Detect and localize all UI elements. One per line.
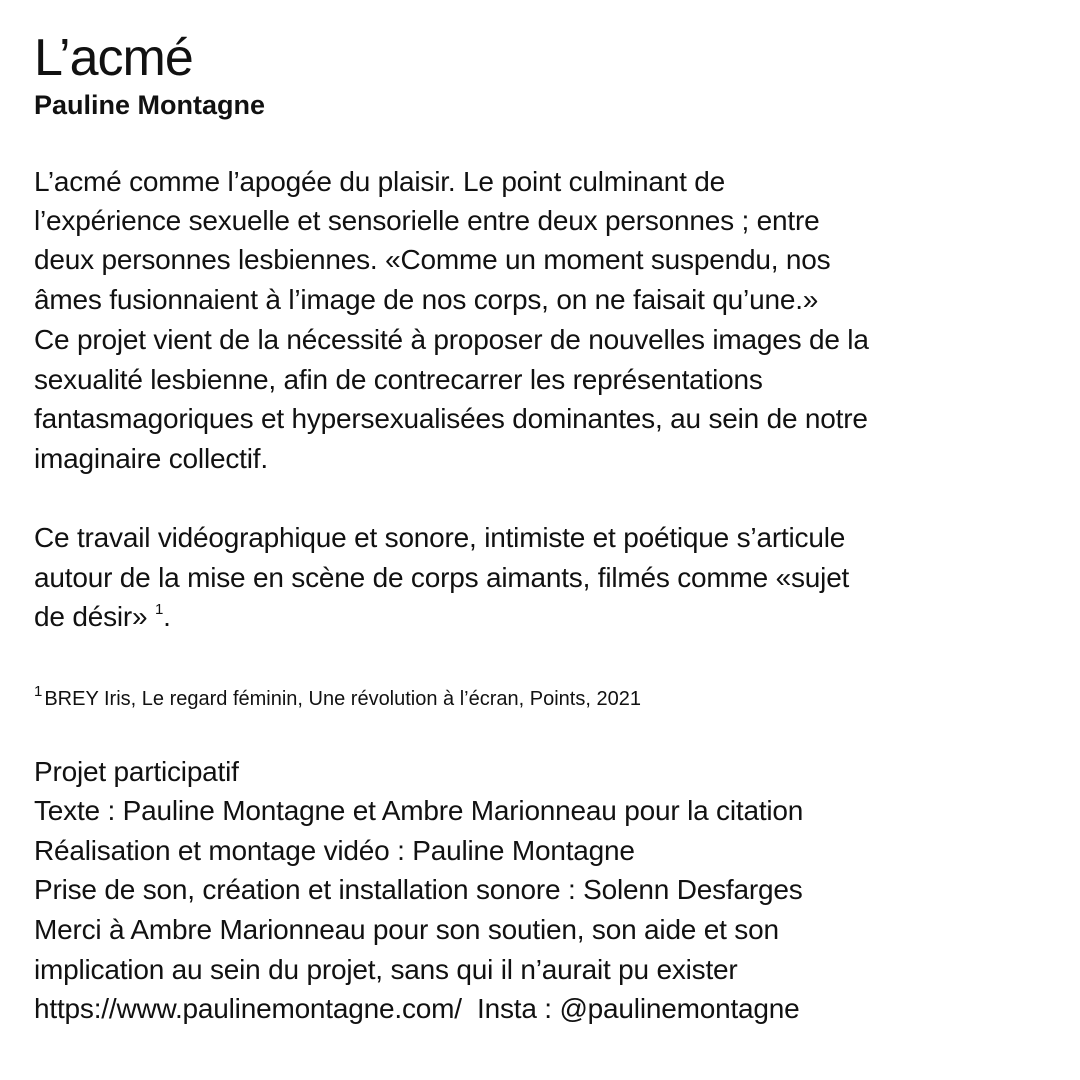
footnote-reference: 1 [154, 601, 164, 618]
credits-line: Projet participatif [34, 756, 239, 787]
links-separator [462, 993, 477, 1024]
paragraph-2-line: autour de la mise en scène de corps aimants, filmés comme «sujet [34, 562, 850, 593]
footnote-marker: 1 [34, 683, 43, 700]
paragraph-2-text: de désir» [34, 601, 155, 632]
author-name: Pauline Montagne [34, 90, 266, 120]
paragraph-1-line: Ce projet vient de la nécessité à proposer de nouvelles images de la [34, 324, 869, 355]
credits-line: Texte : Pauline Montagne et Ambre Marionneau pour la citation [34, 795, 804, 826]
instagram-handle[interactable]: Insta : @paulinemontagne [477, 993, 800, 1024]
paragraph-1-line: deux personnes lesbiennes. «Comme un moment suspendu, nos [34, 244, 831, 275]
footnote [34, 684, 641, 714]
page-title: L’acmé [34, 29, 193, 87]
paragraph-2-line: Ce travail vidéographique et sonore, intimiste et poétique s’articule [34, 522, 846, 553]
paragraph-1-line: âmes fusionnaient à l’image de nos corps, on ne faisait qu’une.» [34, 284, 819, 315]
paragraph-1-line: imaginaire collectif. [34, 443, 268, 474]
paragraph-1-line: fantasmagoriques et hypersexualisées dominantes, au sein de notre [34, 403, 868, 434]
paragraph-1-line: l’expérience sexuelle et sensorielle entre deux personnes ; entre [34, 205, 820, 236]
footnote-text: BREY Iris, Le regard féminin, Une révolution à l’écran, Points, 2021 [44, 688, 641, 710]
paragraph-2-period: . [163, 601, 171, 632]
credits-line: implication au sein du projet, sans qui il n’aurait pu exister [34, 954, 738, 985]
credits-links-line [34, 989, 800, 1029]
credits-line: Merci à Ambre Marionneau pour son soutien, son aide et son [34, 914, 779, 945]
website-link[interactable]: https://www.paulinemontagne.com/ [34, 993, 462, 1024]
credits-line: Réalisation et montage vidéo : Pauline Montagne [34, 835, 635, 866]
paragraph-1-line: sexualité lesbienne, afin de contrecarrer les représentations [34, 364, 763, 395]
paragraph-1-line: L’acmé comme l’apogée du plaisir. Le point culminant de [34, 166, 725, 197]
paragraph-2-last-line [34, 597, 171, 637]
credits-line: Prise de son, création et installation sonore : Solenn Desfarges [34, 874, 803, 905]
